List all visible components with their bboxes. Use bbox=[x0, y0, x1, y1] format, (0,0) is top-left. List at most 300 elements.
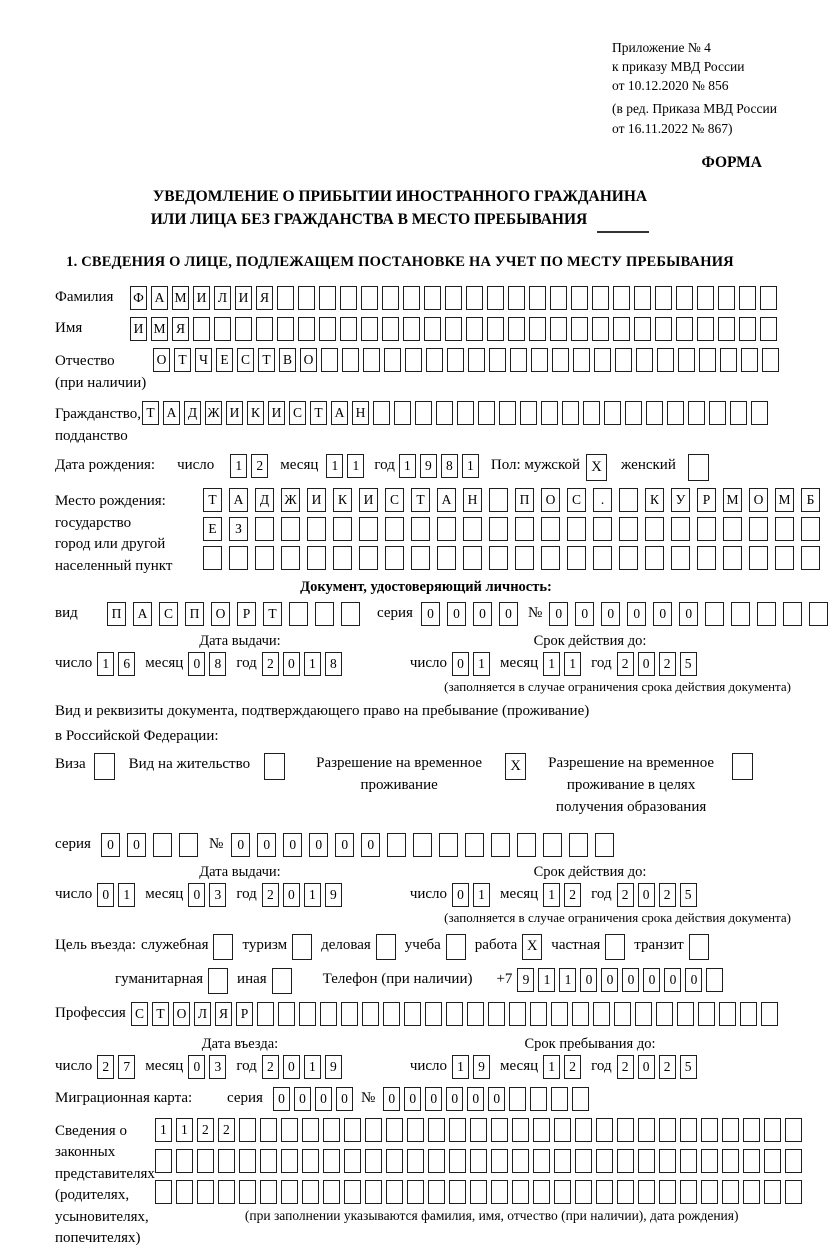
char-cell[interactable] bbox=[593, 1002, 610, 1026]
char-cell[interactable] bbox=[706, 968, 723, 992]
char-cell[interactable] bbox=[615, 348, 632, 372]
char-cell[interactable] bbox=[593, 546, 612, 570]
char-cell[interactable] bbox=[320, 1002, 337, 1026]
char-cell[interactable] bbox=[203, 546, 222, 570]
char-cell[interactable] bbox=[529, 317, 546, 341]
char-cell[interactable] bbox=[552, 348, 569, 372]
migcard-number-cells[interactable] bbox=[383, 1087, 593, 1111]
char-cell[interactable] bbox=[281, 1149, 298, 1173]
char-cell[interactable]: 0 bbox=[467, 1087, 484, 1111]
transit-checkbox[interactable] bbox=[689, 934, 709, 960]
char-cell[interactable]: П bbox=[515, 488, 534, 512]
char-cell[interactable] bbox=[645, 517, 664, 541]
char-cell[interactable]: 0 bbox=[638, 883, 655, 907]
char-cell[interactable]: 0 bbox=[447, 602, 466, 626]
char-cell[interactable] bbox=[386, 1118, 403, 1142]
char-cell[interactable] bbox=[634, 286, 651, 310]
permit-issue-year-cells[interactable] bbox=[262, 883, 346, 907]
char-cell[interactable] bbox=[617, 1149, 634, 1173]
char-cell[interactable] bbox=[619, 546, 638, 570]
char-cell[interactable] bbox=[319, 317, 336, 341]
char-cell[interactable] bbox=[596, 1149, 613, 1173]
char-cell[interactable] bbox=[541, 517, 560, 541]
char-cell[interactable]: П bbox=[185, 602, 204, 626]
char-cell[interactable] bbox=[659, 1180, 676, 1204]
char-cell[interactable] bbox=[384, 348, 401, 372]
char-cell[interactable] bbox=[155, 1180, 172, 1204]
char-cell[interactable] bbox=[468, 348, 485, 372]
permit-expiry-month-cells[interactable] bbox=[543, 883, 585, 907]
char-cell[interactable] bbox=[572, 1087, 589, 1111]
char-cell[interactable] bbox=[676, 317, 693, 341]
char-cell[interactable]: Б bbox=[801, 488, 820, 512]
char-cell[interactable] bbox=[533, 1149, 550, 1173]
char-cell[interactable] bbox=[307, 546, 326, 570]
char-cell[interactable]: 2 bbox=[251, 454, 268, 478]
char-cell[interactable] bbox=[449, 1180, 466, 1204]
char-cell[interactable] bbox=[575, 1118, 592, 1142]
char-cell[interactable] bbox=[470, 1149, 487, 1173]
char-cell[interactable]: 0 bbox=[580, 968, 597, 992]
char-cell[interactable] bbox=[739, 286, 756, 310]
char-cell[interactable] bbox=[595, 833, 614, 857]
char-cell[interactable] bbox=[764, 1118, 781, 1142]
char-cell[interactable]: 0 bbox=[601, 602, 620, 626]
char-cell[interactable] bbox=[783, 602, 802, 626]
char-cell[interactable] bbox=[428, 1180, 445, 1204]
char-cell[interactable] bbox=[722, 1118, 739, 1142]
char-cell[interactable]: М bbox=[172, 286, 189, 310]
char-cell[interactable] bbox=[617, 1118, 634, 1142]
char-cell[interactable] bbox=[604, 401, 621, 425]
char-cell[interactable]: Ж bbox=[281, 488, 300, 512]
char-cell[interactable] bbox=[307, 517, 326, 541]
char-cell[interactable] bbox=[411, 517, 430, 541]
char-cell[interactable] bbox=[509, 1087, 526, 1111]
char-cell[interactable] bbox=[425, 1002, 442, 1026]
char-cell[interactable] bbox=[775, 517, 794, 541]
char-cell[interactable]: 8 bbox=[209, 652, 226, 676]
birthplace-cells-1[interactable] bbox=[203, 488, 827, 512]
char-cell[interactable] bbox=[465, 833, 484, 857]
char-cell[interactable] bbox=[613, 317, 630, 341]
profession-cells[interactable] bbox=[131, 1002, 782, 1026]
char-cell[interactable]: К bbox=[247, 401, 264, 425]
char-cell[interactable] bbox=[625, 401, 642, 425]
char-cell[interactable]: 1 bbox=[97, 652, 114, 676]
char-cell[interactable] bbox=[445, 286, 462, 310]
stay-day-cells[interactable] bbox=[452, 1055, 494, 1079]
char-cell[interactable]: 9 bbox=[517, 968, 534, 992]
char-cell[interactable] bbox=[424, 286, 441, 310]
char-cell[interactable]: 1 bbox=[399, 454, 416, 478]
char-cell[interactable]: . bbox=[593, 488, 612, 512]
char-cell[interactable]: 1 bbox=[564, 652, 581, 676]
char-cell[interactable]: С bbox=[567, 488, 586, 512]
char-cell[interactable] bbox=[731, 602, 750, 626]
char-cell[interactable] bbox=[705, 602, 724, 626]
char-cell[interactable] bbox=[365, 1149, 382, 1173]
char-cell[interactable] bbox=[407, 1149, 424, 1173]
tourism-checkbox[interactable] bbox=[292, 934, 312, 960]
char-cell[interactable]: О bbox=[173, 1002, 190, 1026]
char-cell[interactable] bbox=[530, 1002, 547, 1026]
char-cell[interactable]: К bbox=[645, 488, 664, 512]
char-cell[interactable] bbox=[671, 517, 690, 541]
char-cell[interactable] bbox=[333, 546, 352, 570]
char-cell[interactable]: 0 bbox=[309, 833, 328, 857]
char-cell[interactable]: 2 bbox=[262, 652, 279, 676]
char-cell[interactable]: А bbox=[437, 488, 456, 512]
char-cell[interactable] bbox=[463, 546, 482, 570]
char-cell[interactable]: 5 bbox=[680, 1055, 697, 1079]
char-cell[interactable]: 0 bbox=[315, 1087, 332, 1111]
char-cell[interactable]: 1 bbox=[230, 454, 247, 478]
char-cell[interactable]: 1 bbox=[347, 454, 364, 478]
char-cell[interactable] bbox=[449, 1118, 466, 1142]
char-cell[interactable] bbox=[255, 517, 274, 541]
char-cell[interactable]: А bbox=[151, 286, 168, 310]
char-cell[interactable] bbox=[554, 1149, 571, 1173]
doc-number-cells[interactable] bbox=[549, 602, 835, 626]
char-cell[interactable] bbox=[373, 401, 390, 425]
char-cell[interactable]: 1 bbox=[326, 454, 343, 478]
char-cell[interactable] bbox=[512, 1180, 529, 1204]
char-cell[interactable] bbox=[680, 1180, 697, 1204]
char-cell[interactable] bbox=[723, 546, 742, 570]
char-cell[interactable]: 0 bbox=[452, 652, 469, 676]
char-cell[interactable] bbox=[394, 401, 411, 425]
char-cell[interactable] bbox=[407, 1180, 424, 1204]
char-cell[interactable]: 2 bbox=[617, 883, 634, 907]
char-cell[interactable]: С bbox=[385, 488, 404, 512]
char-cell[interactable] bbox=[298, 317, 315, 341]
char-cell[interactable] bbox=[365, 1180, 382, 1204]
char-cell[interactable]: 8 bbox=[325, 652, 342, 676]
expiry-day-cells[interactable] bbox=[452, 652, 494, 676]
char-cell[interactable]: Т bbox=[174, 348, 191, 372]
char-cell[interactable]: И bbox=[268, 401, 285, 425]
char-cell[interactable]: Т bbox=[142, 401, 159, 425]
doc-type-cells[interactable] bbox=[107, 602, 367, 626]
char-cell[interactable] bbox=[697, 546, 716, 570]
char-cell[interactable]: 2 bbox=[197, 1118, 214, 1142]
permit-number-cells[interactable] bbox=[231, 833, 621, 857]
char-cell[interactable] bbox=[533, 1180, 550, 1204]
char-cell[interactable] bbox=[508, 286, 525, 310]
char-cell[interactable]: 0 bbox=[283, 652, 300, 676]
char-cell[interactable] bbox=[403, 286, 420, 310]
char-cell[interactable] bbox=[657, 348, 674, 372]
name-cells[interactable] bbox=[130, 317, 781, 341]
char-cell[interactable] bbox=[239, 1118, 256, 1142]
char-cell[interactable] bbox=[321, 348, 338, 372]
guardians-cells-3[interactable] bbox=[155, 1180, 806, 1204]
char-cell[interactable] bbox=[785, 1118, 802, 1142]
char-cell[interactable] bbox=[302, 1180, 319, 1204]
char-cell[interactable]: 5 bbox=[680, 652, 697, 676]
char-cell[interactable] bbox=[467, 1002, 484, 1026]
birth-day-cells[interactable] bbox=[230, 454, 272, 478]
char-cell[interactable]: 0 bbox=[283, 883, 300, 907]
char-cell[interactable] bbox=[281, 1180, 298, 1204]
char-cell[interactable]: 0 bbox=[231, 833, 250, 857]
char-cell[interactable] bbox=[764, 1149, 781, 1173]
char-cell[interactable] bbox=[299, 1002, 316, 1026]
char-cell[interactable] bbox=[515, 517, 534, 541]
char-cell[interactable] bbox=[235, 317, 252, 341]
char-cell[interactable] bbox=[362, 1002, 379, 1026]
char-cell[interactable] bbox=[344, 1149, 361, 1173]
char-cell[interactable]: 3 bbox=[209, 883, 226, 907]
other-purpose-checkbox[interactable] bbox=[272, 968, 292, 994]
char-cell[interactable] bbox=[619, 517, 638, 541]
char-cell[interactable]: 0 bbox=[273, 1087, 290, 1111]
char-cell[interactable] bbox=[277, 286, 294, 310]
business-checkbox[interactable] bbox=[376, 934, 396, 960]
char-cell[interactable] bbox=[720, 348, 737, 372]
char-cell[interactable] bbox=[757, 602, 776, 626]
char-cell[interactable]: 1 bbox=[543, 883, 560, 907]
visa-checkbox[interactable] bbox=[94, 753, 115, 780]
char-cell[interactable] bbox=[550, 286, 567, 310]
char-cell[interactable] bbox=[341, 1002, 358, 1026]
char-cell[interactable]: 2 bbox=[659, 1055, 676, 1079]
char-cell[interactable] bbox=[470, 1118, 487, 1142]
char-cell[interactable] bbox=[543, 833, 562, 857]
char-cell[interactable] bbox=[239, 1149, 256, 1173]
char-cell[interactable]: М bbox=[151, 317, 168, 341]
char-cell[interactable] bbox=[323, 1149, 340, 1173]
char-cell[interactable]: 9 bbox=[325, 883, 342, 907]
char-cell[interactable] bbox=[775, 546, 794, 570]
char-cell[interactable] bbox=[614, 1002, 631, 1026]
char-cell[interactable]: 3 bbox=[209, 1055, 226, 1079]
char-cell[interactable] bbox=[636, 348, 653, 372]
char-cell[interactable] bbox=[382, 286, 399, 310]
char-cell[interactable]: 1 bbox=[473, 883, 490, 907]
stay-year-cells[interactable] bbox=[617, 1055, 701, 1079]
char-cell[interactable] bbox=[722, 1180, 739, 1204]
char-cell[interactable]: Р bbox=[237, 602, 256, 626]
char-cell[interactable] bbox=[489, 348, 506, 372]
char-cell[interactable] bbox=[383, 1002, 400, 1026]
char-cell[interactable]: 2 bbox=[262, 883, 279, 907]
char-cell[interactable] bbox=[571, 317, 588, 341]
char-cell[interactable]: 5 bbox=[680, 883, 697, 907]
char-cell[interactable] bbox=[387, 833, 406, 857]
migcard-seriya-cells[interactable] bbox=[273, 1087, 357, 1111]
char-cell[interactable] bbox=[281, 1118, 298, 1142]
char-cell[interactable]: Н bbox=[352, 401, 369, 425]
char-cell[interactable]: 0 bbox=[421, 602, 440, 626]
char-cell[interactable] bbox=[655, 317, 672, 341]
char-cell[interactable]: 0 bbox=[679, 602, 698, 626]
char-cell[interactable]: 7 bbox=[118, 1055, 135, 1079]
char-cell[interactable]: М bbox=[723, 488, 742, 512]
char-cell[interactable] bbox=[760, 286, 777, 310]
phone-cells[interactable] bbox=[517, 968, 727, 992]
char-cell[interactable] bbox=[491, 833, 510, 857]
char-cell[interactable] bbox=[277, 317, 294, 341]
char-cell[interactable]: Н bbox=[463, 488, 482, 512]
birth-year-cells[interactable] bbox=[399, 454, 483, 478]
char-cell[interactable]: Л bbox=[214, 286, 231, 310]
char-cell[interactable] bbox=[743, 1118, 760, 1142]
char-cell[interactable]: С bbox=[237, 348, 254, 372]
char-cell[interactable] bbox=[340, 317, 357, 341]
char-cell[interactable] bbox=[613, 286, 630, 310]
char-cell[interactable] bbox=[428, 1118, 445, 1142]
char-cell[interactable] bbox=[718, 317, 735, 341]
private-checkbox[interactable] bbox=[605, 934, 625, 960]
char-cell[interactable]: И bbox=[359, 488, 378, 512]
char-cell[interactable] bbox=[491, 1180, 508, 1204]
char-cell[interactable]: Я bbox=[256, 286, 273, 310]
char-cell[interactable]: 0 bbox=[499, 602, 518, 626]
char-cell[interactable]: 0 bbox=[294, 1087, 311, 1111]
char-cell[interactable] bbox=[382, 317, 399, 341]
char-cell[interactable] bbox=[517, 833, 536, 857]
char-cell[interactable] bbox=[445, 317, 462, 341]
char-cell[interactable]: У bbox=[671, 488, 690, 512]
char-cell[interactable]: 0 bbox=[188, 1055, 205, 1079]
char-cell[interactable] bbox=[512, 1149, 529, 1173]
char-cell[interactable]: Я bbox=[172, 317, 189, 341]
char-cell[interactable] bbox=[697, 286, 714, 310]
char-cell[interactable] bbox=[361, 317, 378, 341]
char-cell[interactable] bbox=[572, 1002, 589, 1026]
char-cell[interactable]: 0 bbox=[188, 883, 205, 907]
issue-day-cells[interactable] bbox=[97, 652, 139, 676]
char-cell[interactable] bbox=[179, 833, 198, 857]
char-cell[interactable]: 0 bbox=[643, 968, 660, 992]
char-cell[interactable] bbox=[256, 317, 273, 341]
guardians-cells-1[interactable] bbox=[155, 1118, 806, 1142]
char-cell[interactable] bbox=[509, 1002, 526, 1026]
char-cell[interactable] bbox=[446, 1002, 463, 1026]
char-cell[interactable] bbox=[541, 401, 558, 425]
char-cell[interactable] bbox=[436, 401, 453, 425]
female-checkbox[interactable] bbox=[688, 454, 709, 481]
char-cell[interactable] bbox=[541, 546, 560, 570]
doc-seriya-cells[interactable] bbox=[421, 602, 525, 626]
char-cell[interactable] bbox=[697, 517, 716, 541]
expiry-year-cells[interactable] bbox=[617, 652, 701, 676]
char-cell[interactable]: 2 bbox=[97, 1055, 114, 1079]
char-cell[interactable] bbox=[278, 1002, 295, 1026]
entry-month-cells[interactable] bbox=[188, 1055, 230, 1079]
issue-year-cells[interactable] bbox=[262, 652, 346, 676]
char-cell[interactable] bbox=[363, 348, 380, 372]
char-cell[interactable] bbox=[760, 317, 777, 341]
char-cell[interactable] bbox=[619, 488, 638, 512]
char-cell[interactable]: З bbox=[229, 517, 248, 541]
char-cell[interactable] bbox=[594, 348, 611, 372]
char-cell[interactable] bbox=[655, 286, 672, 310]
char-cell[interactable] bbox=[567, 517, 586, 541]
expiry-month-cells[interactable] bbox=[543, 652, 585, 676]
char-cell[interactable] bbox=[289, 602, 308, 626]
char-cell[interactable] bbox=[218, 1180, 235, 1204]
char-cell[interactable] bbox=[617, 1180, 634, 1204]
char-cell[interactable] bbox=[340, 286, 357, 310]
char-cell[interactable] bbox=[596, 1180, 613, 1204]
char-cell[interactable]: Т bbox=[263, 602, 282, 626]
char-cell[interactable]: Д bbox=[255, 488, 274, 512]
char-cell[interactable]: 0 bbox=[404, 1087, 421, 1111]
birthplace-cells-3[interactable] bbox=[203, 546, 827, 570]
guardians-cells-2[interactable] bbox=[155, 1149, 806, 1173]
char-cell[interactable] bbox=[466, 286, 483, 310]
char-cell[interactable] bbox=[315, 602, 334, 626]
char-cell[interactable]: С bbox=[289, 401, 306, 425]
char-cell[interactable] bbox=[809, 602, 828, 626]
char-cell[interactable] bbox=[718, 286, 735, 310]
char-cell[interactable] bbox=[551, 1002, 568, 1026]
char-cell[interactable] bbox=[508, 317, 525, 341]
char-cell[interactable] bbox=[176, 1180, 193, 1204]
char-cell[interactable] bbox=[214, 317, 231, 341]
char-cell[interactable] bbox=[260, 1118, 277, 1142]
char-cell[interactable]: 0 bbox=[335, 833, 354, 857]
char-cell[interactable] bbox=[671, 546, 690, 570]
char-cell[interactable] bbox=[385, 517, 404, 541]
char-cell[interactable] bbox=[426, 348, 443, 372]
char-cell[interactable] bbox=[260, 1180, 277, 1204]
char-cell[interactable]: И bbox=[235, 286, 252, 310]
surname-cells[interactable] bbox=[130, 286, 781, 310]
char-cell[interactable] bbox=[730, 401, 747, 425]
char-cell[interactable]: Д bbox=[184, 401, 201, 425]
char-cell[interactable]: 0 bbox=[638, 1055, 655, 1079]
char-cell[interactable]: 0 bbox=[425, 1087, 442, 1111]
char-cell[interactable] bbox=[659, 1149, 676, 1173]
char-cell[interactable] bbox=[489, 546, 508, 570]
char-cell[interactable]: 0 bbox=[452, 883, 469, 907]
residence-permit-checkbox[interactable] bbox=[264, 753, 285, 780]
char-cell[interactable] bbox=[499, 401, 516, 425]
char-cell[interactable] bbox=[678, 348, 695, 372]
char-cell[interactable]: 1 bbox=[176, 1118, 193, 1142]
char-cell[interactable]: 1 bbox=[304, 1055, 321, 1079]
char-cell[interactable] bbox=[302, 1149, 319, 1173]
char-cell[interactable]: 0 bbox=[283, 833, 302, 857]
char-cell[interactable] bbox=[342, 348, 359, 372]
char-cell[interactable]: А bbox=[133, 602, 152, 626]
official-checkbox[interactable] bbox=[213, 934, 233, 960]
patronymic-cells[interactable] bbox=[153, 348, 783, 372]
permit-seriya-cells[interactable] bbox=[101, 833, 205, 857]
char-cell[interactable]: М bbox=[775, 488, 794, 512]
char-cell[interactable]: Л bbox=[194, 1002, 211, 1026]
char-cell[interactable] bbox=[751, 401, 768, 425]
char-cell[interactable] bbox=[719, 1002, 736, 1026]
char-cell[interactable] bbox=[667, 401, 684, 425]
char-cell[interactable] bbox=[646, 401, 663, 425]
char-cell[interactable] bbox=[656, 1002, 673, 1026]
char-cell[interactable] bbox=[533, 1118, 550, 1142]
char-cell[interactable] bbox=[437, 546, 456, 570]
char-cell[interactable]: И bbox=[226, 401, 243, 425]
char-cell[interactable] bbox=[470, 1180, 487, 1204]
char-cell[interactable]: 2 bbox=[617, 652, 634, 676]
char-cell[interactable] bbox=[449, 1149, 466, 1173]
char-cell[interactable]: 1 bbox=[452, 1055, 469, 1079]
char-cell[interactable] bbox=[361, 286, 378, 310]
char-cell[interactable] bbox=[411, 546, 430, 570]
char-cell[interactable]: 6 bbox=[118, 652, 135, 676]
